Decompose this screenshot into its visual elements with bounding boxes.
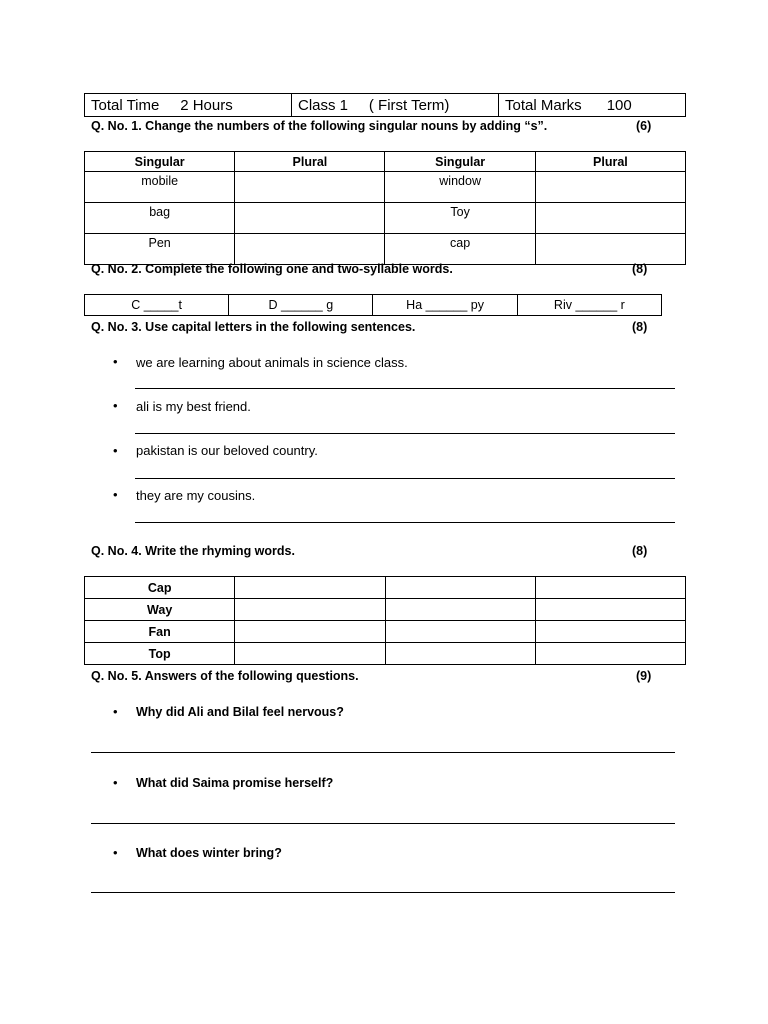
rhyme-answer[interactable] <box>385 599 535 621</box>
q4-word: Fan <box>85 621 235 643</box>
bullet-icon: • <box>113 398 118 413</box>
q1-plural-answer[interactable] <box>235 234 385 265</box>
q1-singular-word: bag <box>85 203 235 234</box>
bullet-icon: • <box>113 354 118 369</box>
q1-header-singular: Singular <box>385 152 535 172</box>
table-row <box>85 234 686 265</box>
q5-question: What did Saima promise herself? <box>136 776 334 790</box>
q2-word-blank[interactable]: Ha ______ py <box>373 295 517 316</box>
q5-question: Why did Ali and Bilal feel nervous? <box>136 705 344 719</box>
answer-line[interactable] <box>91 823 675 824</box>
table-row <box>85 621 686 643</box>
rhyme-answer[interactable] <box>535 599 685 621</box>
q1-marks: (6) <box>636 119 652 133</box>
table-row <box>85 295 662 316</box>
total-marks-value: 100 <box>606 96 632 114</box>
exam-header <box>84 93 686 117</box>
rhyme-answer[interactable] <box>535 621 685 643</box>
rhyme-answer[interactable] <box>385 577 535 599</box>
rhyme-answer[interactable] <box>385 643 535 665</box>
q3-sentence: ali is my best friend. <box>136 399 251 414</box>
q4-title: Q. No. 4. Write the rhyming words. <box>91 544 295 558</box>
class-cell <box>292 94 499 117</box>
answer-line[interactable] <box>135 433 675 434</box>
q4-marks: (8) <box>632 544 648 558</box>
q1-title: Q. No. 1. Change the numbers of the following singular nouns by adding “s”. <box>91 119 548 133</box>
q1-singular-word: Toy <box>385 203 535 234</box>
bullet-icon: • <box>113 487 118 502</box>
bullet-icon: • <box>113 845 118 860</box>
rhyme-answer[interactable] <box>535 577 685 599</box>
q1-singular-word: Pen <box>85 234 235 265</box>
q1-plural-answer[interactable] <box>535 203 685 234</box>
q5-marks: (9) <box>636 669 652 683</box>
bullet-icon: • <box>113 704 118 719</box>
answer-line[interactable] <box>135 478 675 479</box>
q5-title: Q. No. 5. Answers of the following questions. <box>91 669 359 683</box>
answer-line[interactable] <box>91 892 675 893</box>
q2-title: Q. No. 2. Complete the following one and two-syllable words. <box>91 262 453 276</box>
q1-plural-answer[interactable] <box>235 172 385 203</box>
q4-word: Top <box>85 643 235 665</box>
q1-plural-answer[interactable] <box>235 203 385 234</box>
q2-word-blank[interactable]: Riv ______ r <box>517 295 661 316</box>
answer-line[interactable] <box>91 752 675 753</box>
rhyme-answer[interactable] <box>235 643 385 665</box>
q2-word-blank[interactable]: D ______ g <box>229 295 373 316</box>
q5-question: What does winter bring? <box>136 846 282 860</box>
q1-plural-answer[interactable] <box>535 234 685 265</box>
q2-word-blank[interactable]: C _____t <box>85 295 229 316</box>
answer-line[interactable] <box>135 388 675 389</box>
q3-title: Q. No. 3. Use capital letters in the following sentences. <box>91 320 416 334</box>
q2-table <box>84 294 662 316</box>
rhyme-answer[interactable] <box>385 621 535 643</box>
rhyme-answer[interactable] <box>235 599 385 621</box>
q3-sentence: they are my cousins. <box>136 488 256 503</box>
q3-sentence: pakistan is our beloved country. <box>136 443 318 458</box>
q1-header-singular: Singular <box>85 152 235 172</box>
rhyme-answer[interactable] <box>235 621 385 643</box>
bullet-icon: • <box>113 443 118 458</box>
table-row <box>85 643 686 665</box>
q3-marks: (8) <box>632 320 648 334</box>
term-label: ( First Term) <box>368 96 450 114</box>
q4-table <box>84 576 686 665</box>
table-row <box>85 172 686 203</box>
total-marks-label: Total Marks <box>505 96 582 114</box>
table-row <box>85 599 686 621</box>
class-label: Class 1 <box>298 96 349 114</box>
q4-word: Way <box>85 599 235 621</box>
q1-header-plural: Plural <box>535 152 685 172</box>
q1-singular-word: cap <box>385 234 535 265</box>
total-time-label: Total Time <box>91 96 160 114</box>
total-time-cell <box>85 94 292 117</box>
q4-word: Cap <box>85 577 235 599</box>
total-marks-cell <box>499 94 686 117</box>
answer-line[interactable] <box>135 522 675 523</box>
q2-marks: (8) <box>632 262 648 276</box>
total-time-value: 2 Hours <box>180 96 233 114</box>
rhyme-answer[interactable] <box>535 643 685 665</box>
q3-sentence: we are learning about animals in science class. <box>136 355 408 370</box>
table-row <box>85 203 686 234</box>
q1-plural-answer[interactable] <box>535 172 685 203</box>
bullet-icon: • <box>113 775 118 790</box>
rhyme-answer[interactable] <box>235 577 385 599</box>
q1-header-plural: Plural <box>235 152 385 172</box>
table-row <box>85 577 686 599</box>
q1-table <box>84 151 686 265</box>
q1-singular-word: window <box>385 172 535 203</box>
q1-singular-word: mobile <box>85 172 235 203</box>
